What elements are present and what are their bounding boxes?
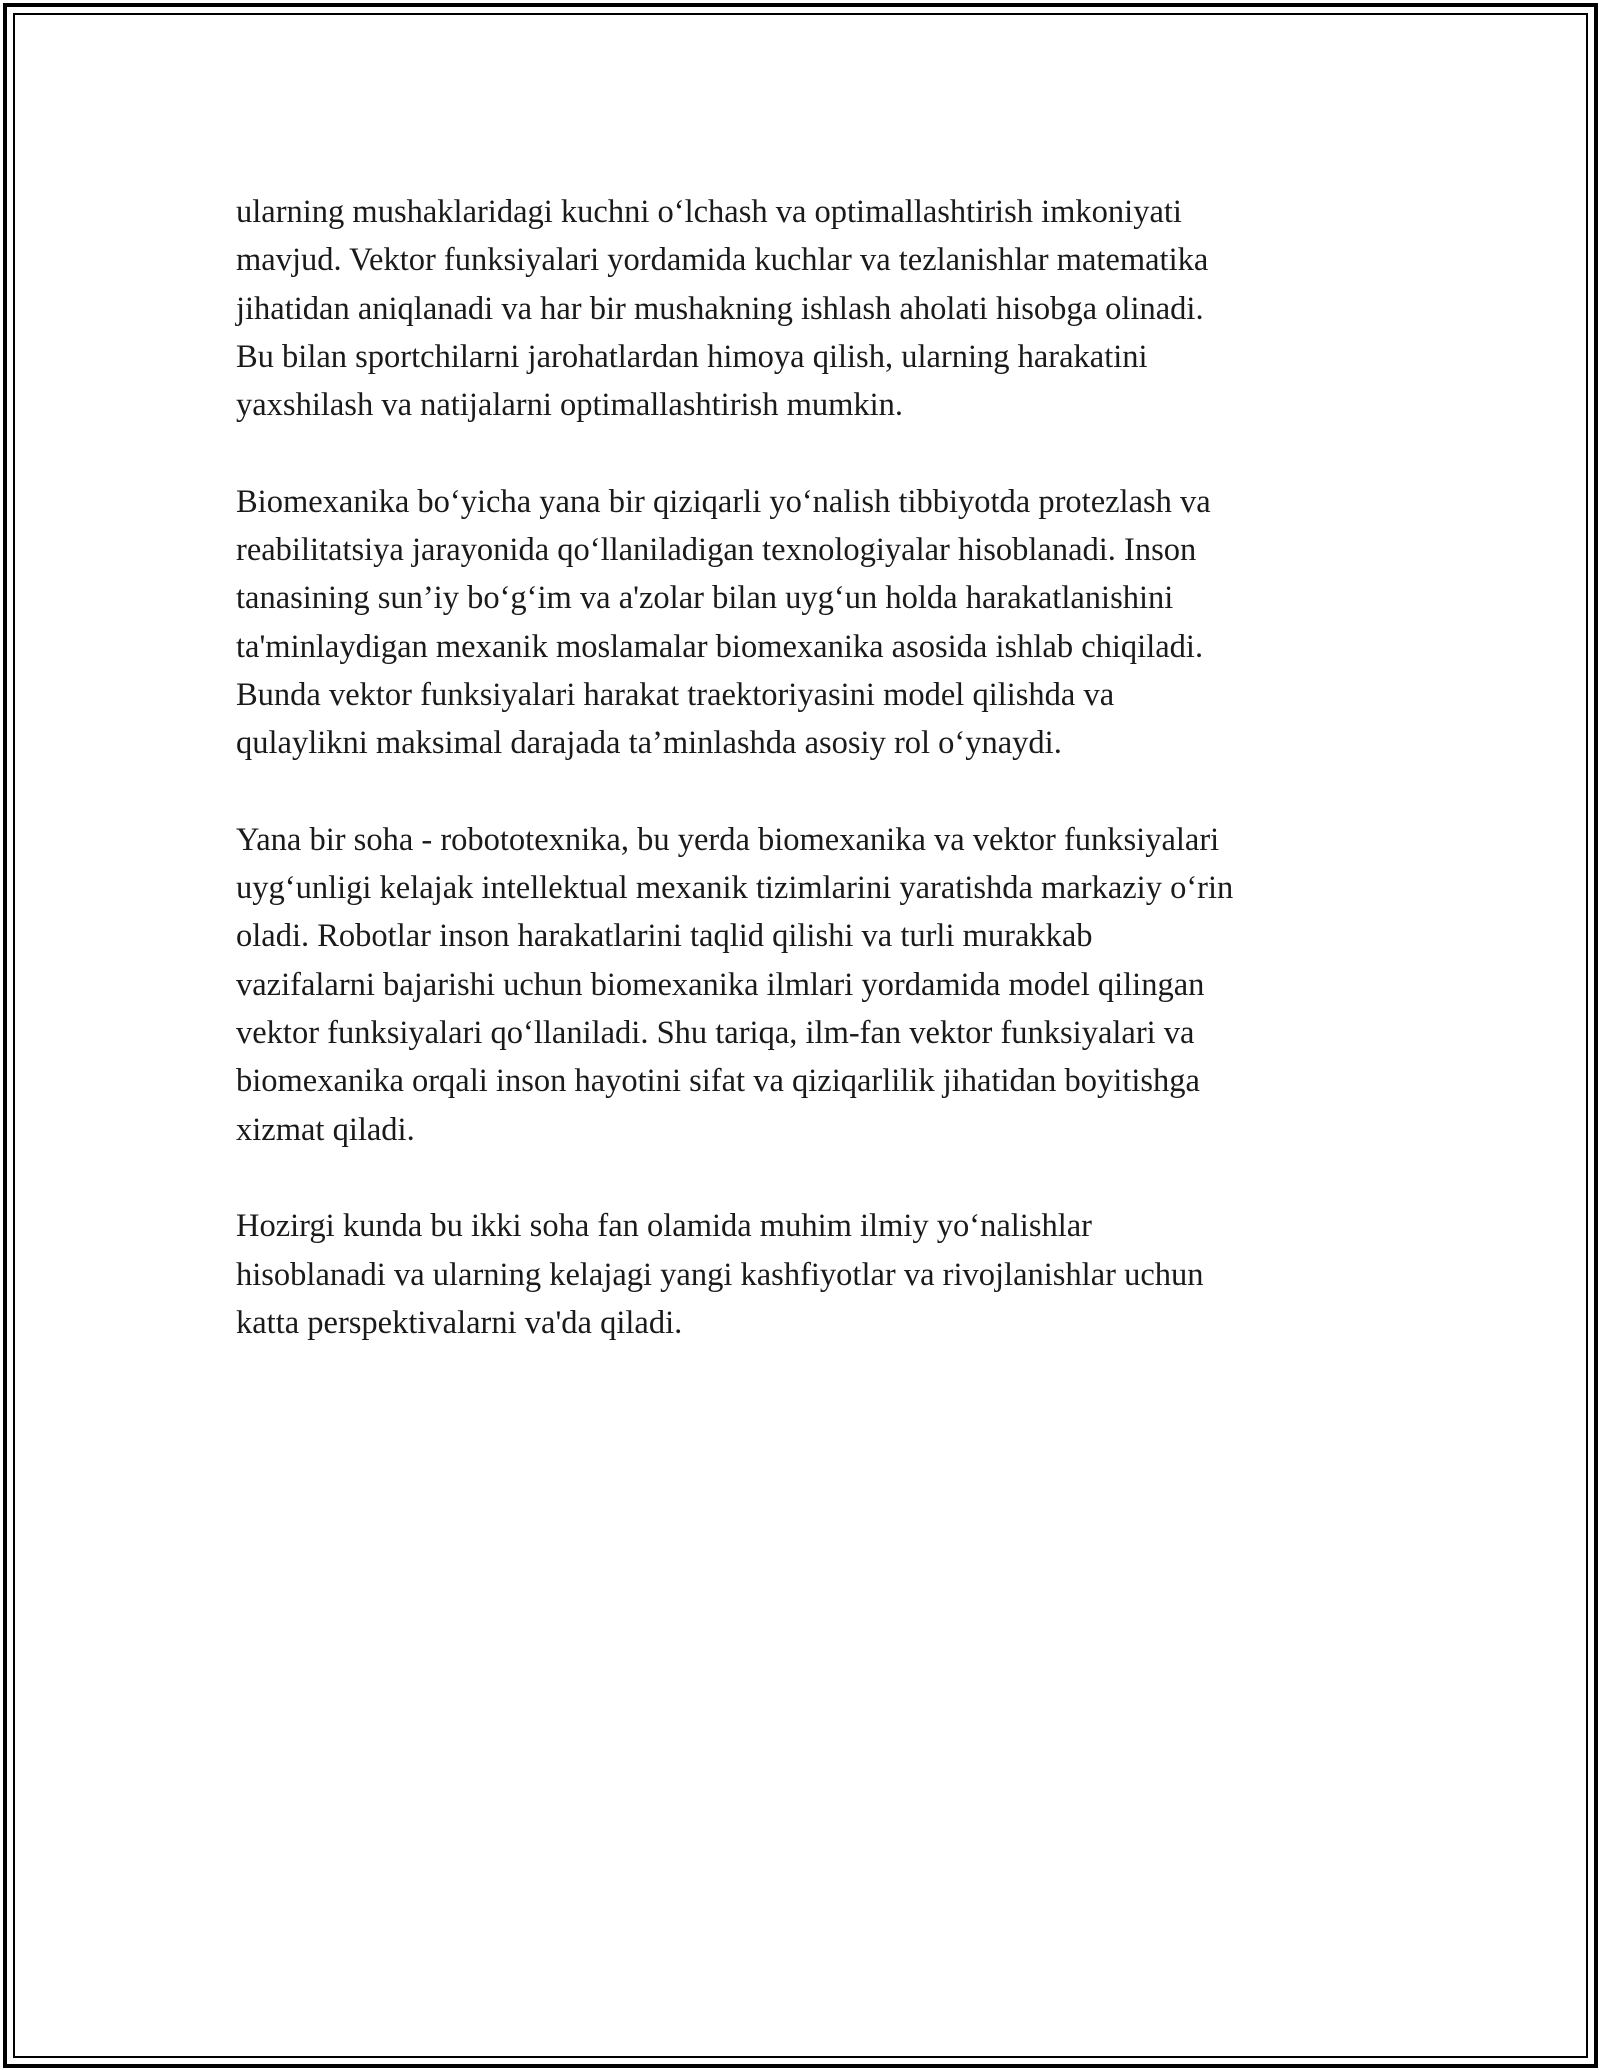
text-line: ularning mushaklaridagi kuchni oʻlchash va optimallashtirish imkoniyati (236, 194, 1182, 230)
paragraph-4 (236, 1202, 1366, 1347)
text-line: mavjud. Vektor funksiyalari yordamida kuchlar va tezlanishlar matematika (236, 242, 1209, 279)
document-body (236, 188, 1366, 1395)
text-line: Bu bilan sportchilarni jarohatlardan himoya qilish, ularning harakatini (236, 338, 1148, 375)
text-line: ta'minlaydigan mexanik moslamalar biomexanika asosida ishlab chiqiladi. (236, 628, 1204, 665)
text-line: Hozirgi kunda bu ikki soha fan olamida muhim ilmiy yoʻnalishlar (236, 1208, 1092, 1245)
text-line: katta perspektivalarni va'da qiladi. (236, 1304, 683, 1341)
text-line: reabilitatsiya jarayonida qoʻllaniladigan texnologiyalar hisoblanadi. Inson (236, 532, 1197, 569)
paragraph-1 (236, 188, 1366, 429)
text-line: xizmat qiladi. (236, 1111, 415, 1148)
text-line: biomexanika orqali inson hayotini sifat va qiziqarlilik jihatidan boyitishga (236, 1063, 1200, 1100)
text-line: Bunda vektor funksiyalari harakat traektoriyasini model qilishda va (236, 676, 1115, 713)
text-line: Yana bir soha - robototexnika, bu yerda biomexanika va vektor funksiyalari (236, 821, 1220, 858)
text-line: tanasining sun’iy boʻgʻim va a'zolar bilan uygʻun holda harakatlanishini (236, 580, 1174, 617)
paragraph-3 (236, 816, 1366, 1154)
text-line: qulaylikni maksimal darajada ta’minlashda asosiy rol oʻynaydi. (236, 725, 1062, 762)
text-line: Biomexanika boʻyicha yana bir qiziqarli yoʻnalish tibbiyotda protezlash va (236, 483, 1211, 520)
text-line: yaxshilash va natijalarni optimallashtirish mumkin. (236, 387, 904, 424)
text-line: uygʻunligi kelajak intellektual mexanik tizimlarini yaratishda markaziy oʻrin (236, 870, 1234, 907)
text-line: hisoblanadi va ularning kelajagi yangi kashfiyotlar va rivojlanishlar uchun (236, 1256, 1204, 1293)
text-line: vazifalarni bajarishi uchun biomexanika ilmlari yordamida model qilingan (236, 966, 1205, 1003)
paragraph-2 (236, 478, 1366, 768)
text-line: jihatidan aniqlanadi va har bir mushakning ishlash aholati hisobga olinadi. (236, 290, 1204, 327)
text-line: vektor funksiyalari qoʻllaniladi. Shu tariqa, ilm-fan vektor funksiyalari va (236, 1015, 1195, 1052)
text-line: oladi. Robotlar inson harakatlarini taqlid qilishi va turli murakkab (236, 918, 1093, 955)
